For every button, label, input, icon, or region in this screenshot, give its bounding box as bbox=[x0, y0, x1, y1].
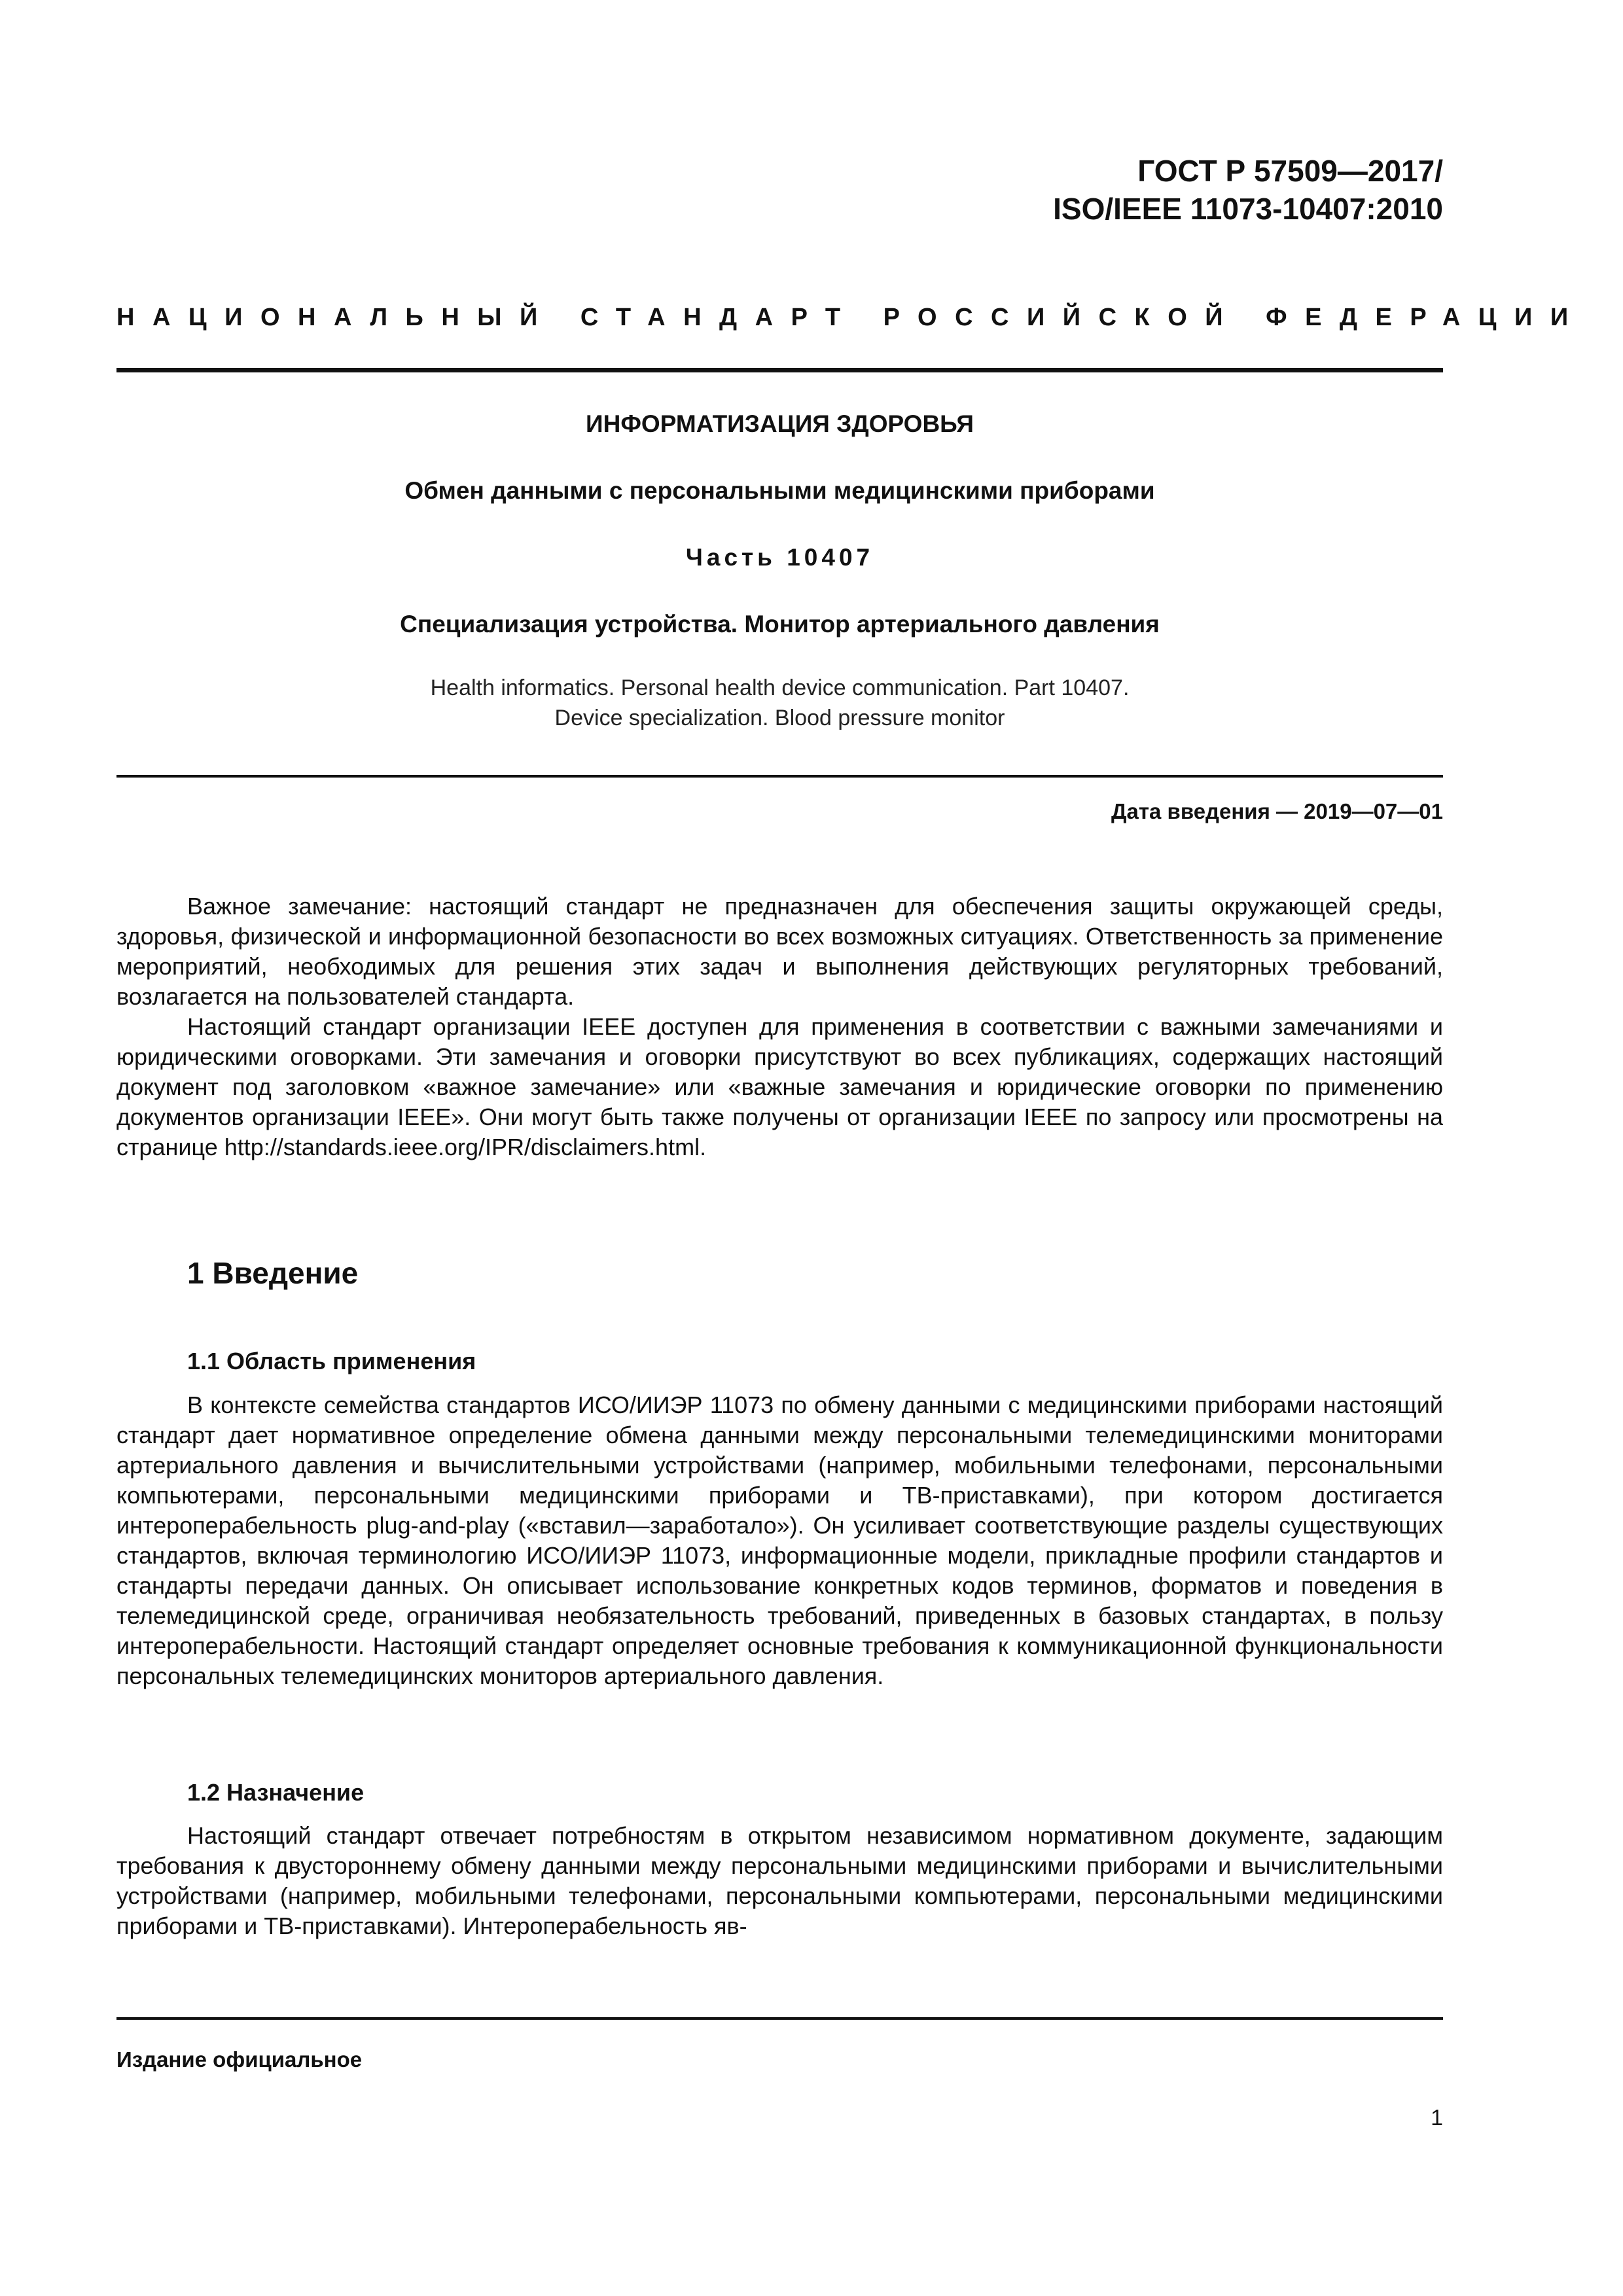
title-specialization: Специализация устройства. Монитор артериального давления bbox=[400, 611, 1160, 637]
document-code-line-2: ISO/IEEE 11073-10407:2010 bbox=[1053, 192, 1443, 226]
title-subtitle: Обмен данными с персональными медицинскими приборами bbox=[404, 477, 1155, 504]
title-main: ИНФОРМАТИЗАЦИЯ ЗДОРОВЬЯ bbox=[586, 410, 974, 437]
document-code-line-1: ГОСТ Р 57509—2017/ bbox=[1137, 154, 1443, 188]
header-divider bbox=[116, 368, 1443, 372]
scope-paragraph: В контексте семейства стандартов ИСО/ИИЭР 11073 по обмену данными с медицинскими приборами настоящий стандарт дает нормативное определение обмена данными между персональными телемедицинскими мониторами артериального давления и вычислительными устройствами (например, мобильными телефонами, персональными компьютерами, персональными медицинскими приборами и ТВ-приставками), при котором достигается интероперабельность plug-and-play («вставил—заработало»). Он усиливает соответствующие разделы существующих стандартов, включая терминологию ИСО/ИИЭР 11073, информационные модели, прикладные профили стандартов и стандарты передачи данных. Он описывает использование конкретных кодов терминов, форматов и поведения в телемедицинской среде, ограничивая необязательность требований, приведенных в базовых стандартах, в пользу интероперабельности. Настоящий стандарт определяет основные требования к коммуникационной функциональности персональных телемедицинских мониторов артериального давления. bbox=[116, 1391, 1443, 1689]
section-heading-purpose: 1.2 Назначение bbox=[187, 1779, 365, 1806]
official-edition-label: Издание официальное bbox=[116, 2047, 363, 2072]
purpose-paragraph: Настоящий стандарт отвечает потребностям в открытом независимом нормативном документе, задающим требования к двустороннему обмену данными между персональными медицинскими приборами и вычислительными устройствами (например, мобильными телефонами, персональными компьютерами, персональными медицинскими приборами и ТВ-приставками). Интероперабельность яв- bbox=[116, 1822, 1443, 1939]
footer-divider bbox=[116, 2017, 1443, 2020]
document-code bbox=[1053, 152, 1443, 228]
title-divider bbox=[116, 775, 1443, 778]
notice-block bbox=[116, 891, 1443, 1162]
purpose-block bbox=[116, 1821, 1443, 1941]
notice-paragraph-1: Важное замечание: настоящий стандарт не предназначен для обеспечения защиты окружающей среды, здоровья, физической и информационной безопасности во всех возможных ситуациях. Ответственность за применение мероприятий, необходимых для решения этих задач и выполнения действующих регуляторных требований, возлагается на пользователей стандарта. bbox=[116, 893, 1443, 1010]
scope-block bbox=[116, 1390, 1443, 1691]
title-english-line-2: Device specialization. Blood pressure monitor bbox=[554, 706, 1005, 730]
section-heading-introduction: 1 Введение bbox=[187, 1256, 359, 1290]
title-english-line-1: Health informatics. Personal health device communication. Part 10407. bbox=[430, 675, 1130, 700]
title-part: Часть 10407 bbox=[685, 544, 874, 571]
section-heading-scope: 1.1 Область применения bbox=[187, 1348, 476, 1374]
notice-paragraph-2: Настоящий стандарт организации IEEE доступен для применения в соответствии с важными замечаниями и юридическими оговорками. Эти замечания и оговорки присутствуют во всех публикациях, содержащих настоящий документ под заголовком «важное замечание» или «важные замечания и юридические оговорки по применению документов организации IEEE». Они могут быть также получены от организации IEEE по запросу или просмотрены на странице http://standards.ieee.org/IPR/disclaimers.html. bbox=[116, 1013, 1443, 1160]
page-number: 1 bbox=[1431, 2106, 1443, 2130]
national-standard-banner: НАЦИОНАЛЬНЫЙ СТАНДАРТ РОССИЙСКОЙ ФЕДЕРАЦИИ bbox=[116, 304, 1586, 331]
introduction-date: Дата введения — 2019—07—01 bbox=[1111, 799, 1443, 823]
